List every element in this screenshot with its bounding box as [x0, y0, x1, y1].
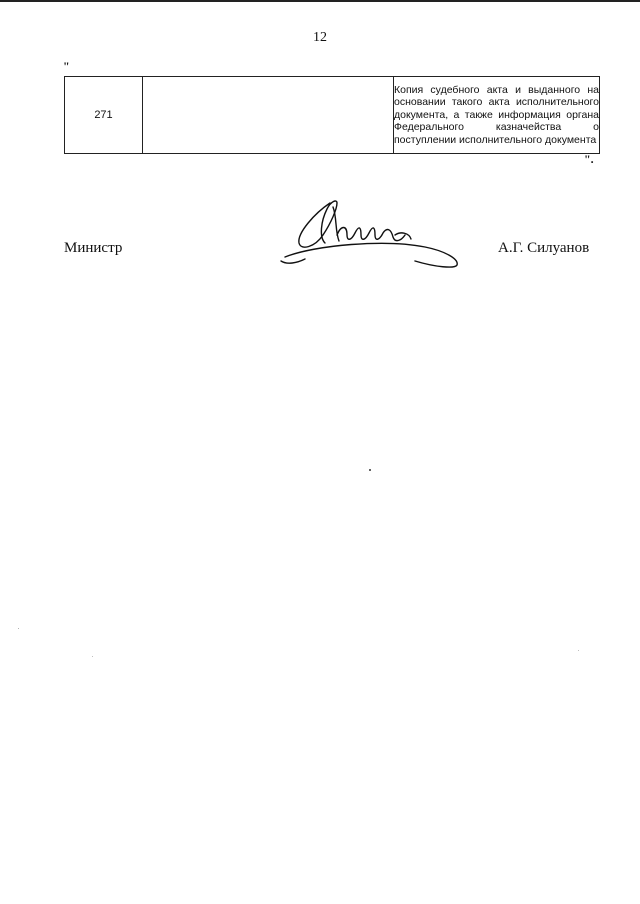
row-number-cell: 271: [65, 77, 143, 154]
scan-speck: [369, 469, 371, 471]
page-number: 12: [313, 30, 327, 45]
document-description-cell: Копия судебного акта и выданного на основании такого акта исполнительного документа, а также информация органа Федерального казначейства о поступлении исполнительного документа: [394, 77, 600, 154]
signature-icon: [275, 195, 465, 275]
closing-quote-mark: ".: [584, 152, 594, 166]
opening-quote-mark: ": [63, 59, 70, 73]
table-row: [65, 77, 600, 154]
scan-speck: [92, 656, 93, 657]
empty-cell: [143, 77, 394, 154]
page-top-edge: [0, 0, 640, 2]
scan-speck: [578, 650, 579, 651]
signer-name: А.Г. Силуанов: [498, 240, 590, 256]
signer-title: Министр: [64, 240, 123, 256]
document-table: [64, 76, 600, 154]
scan-speck: [18, 628, 19, 629]
